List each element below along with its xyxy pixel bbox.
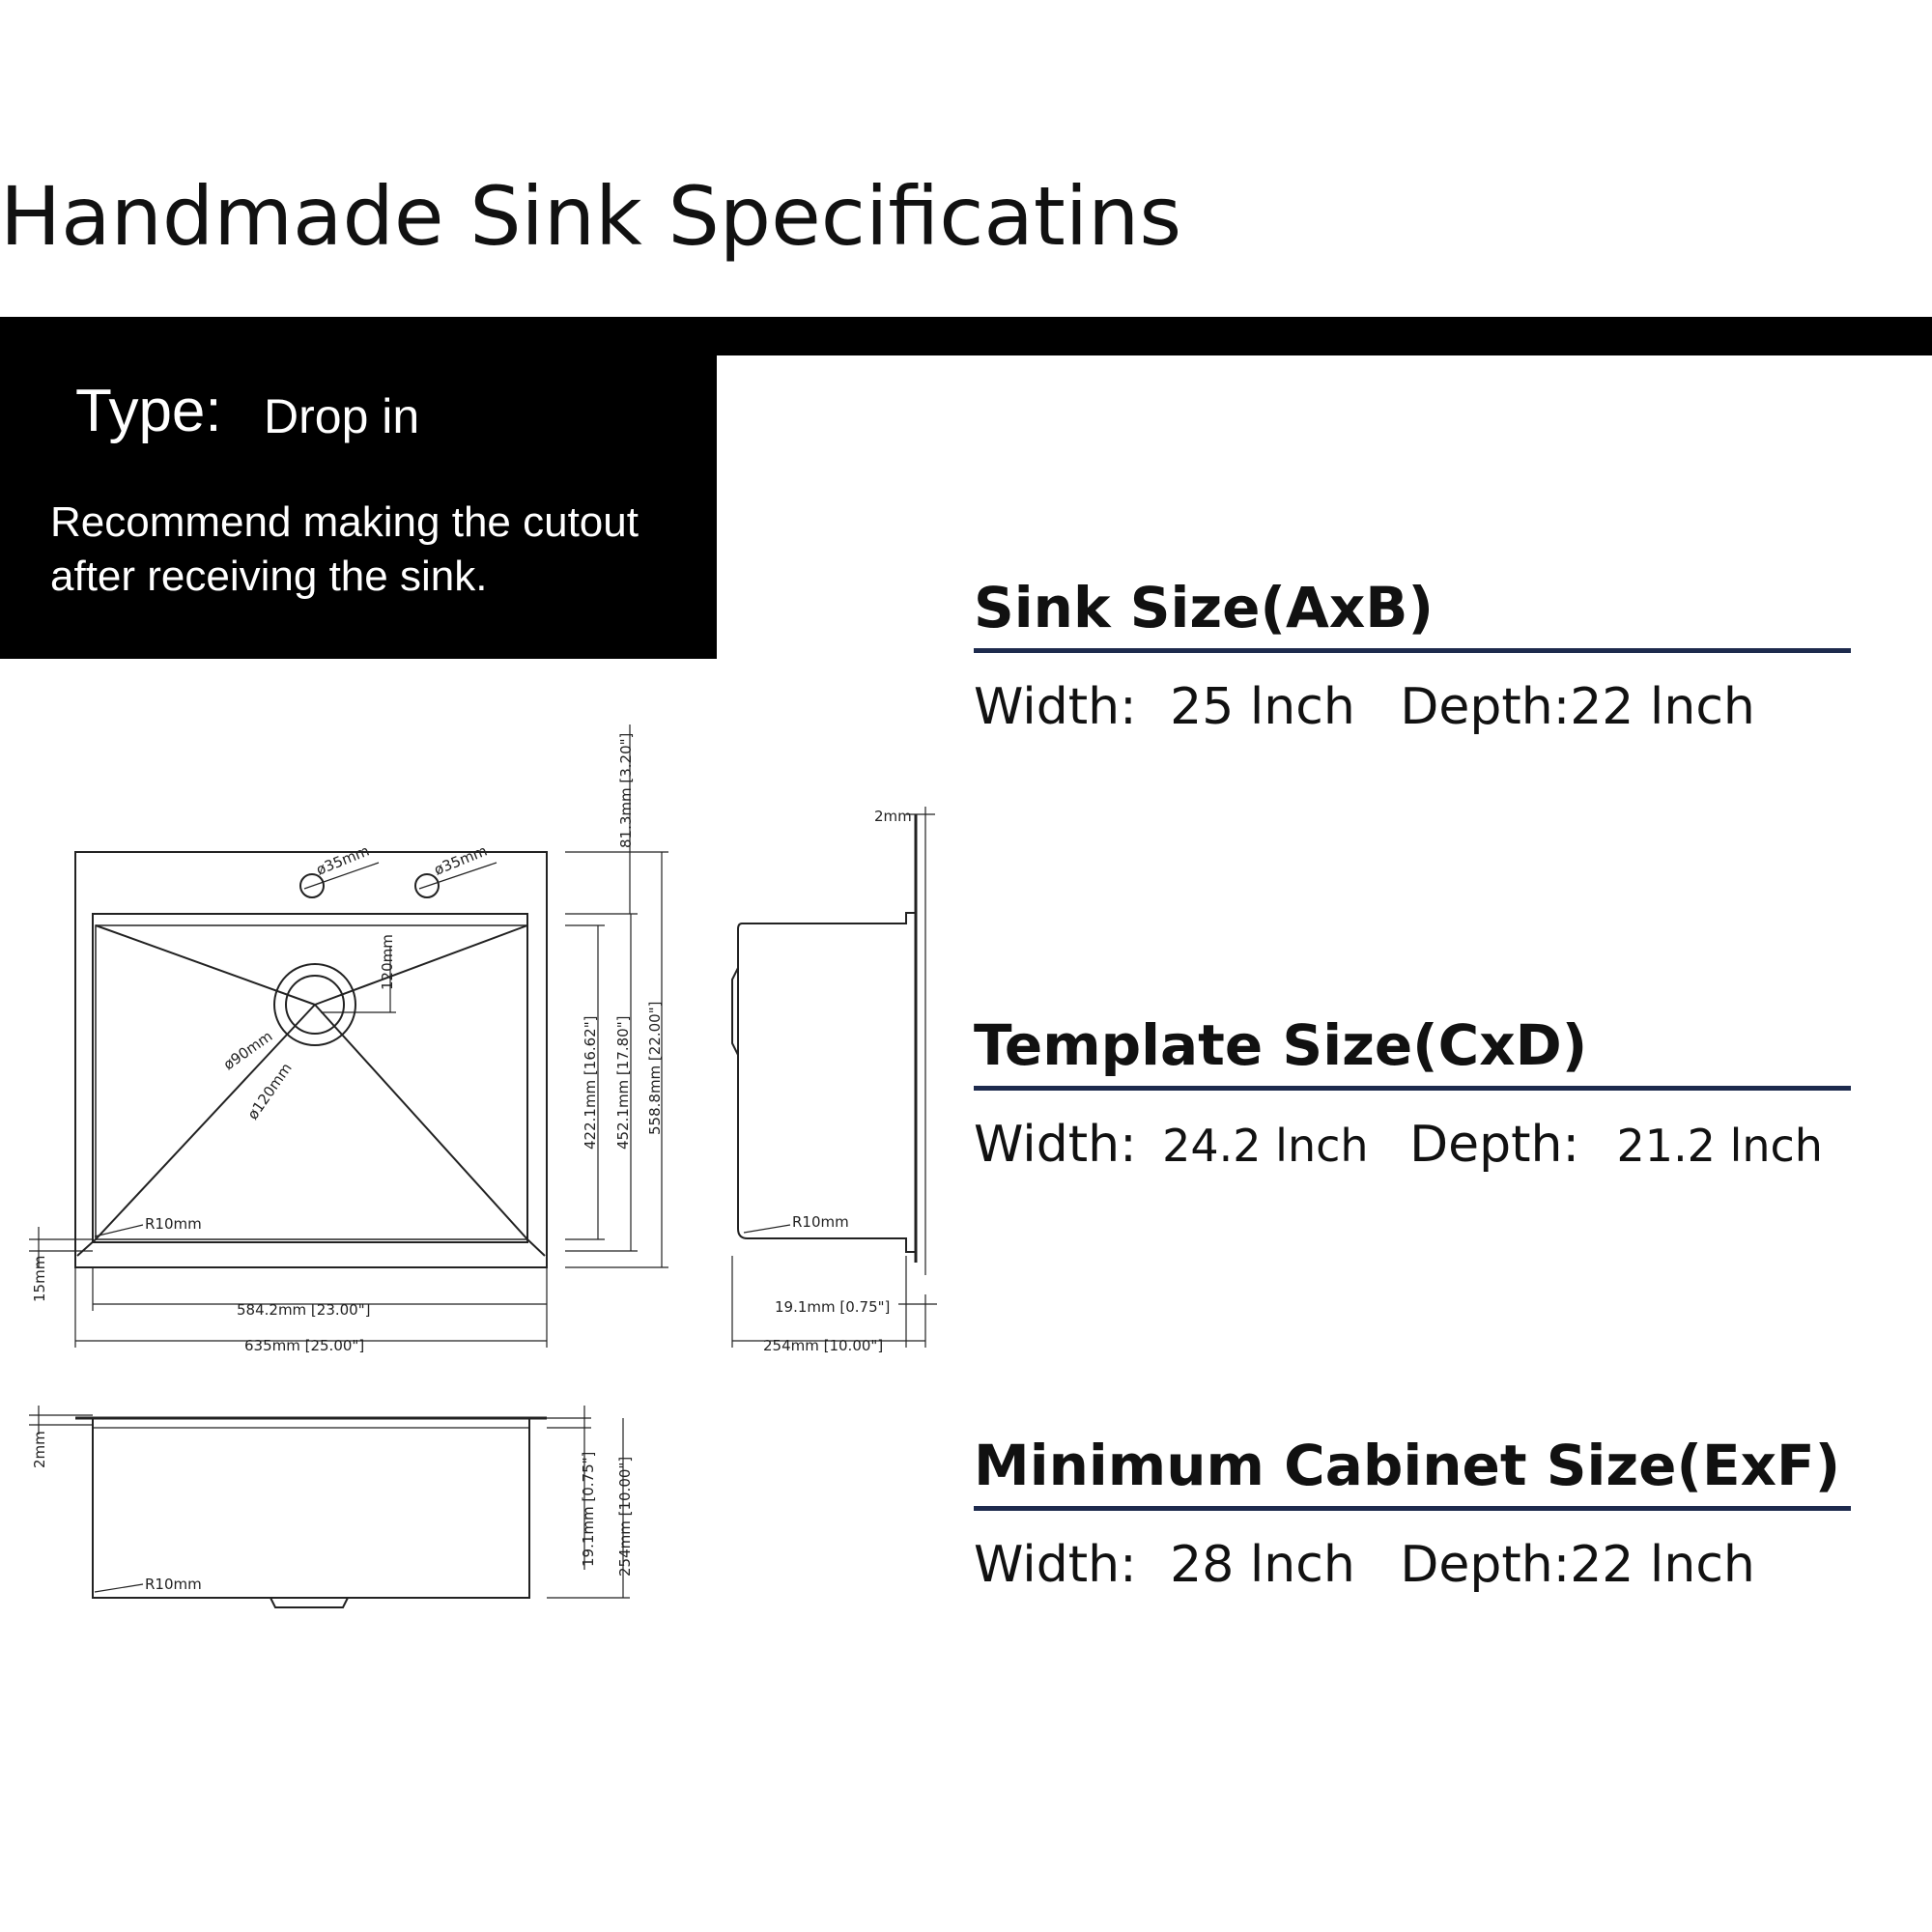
front-radius-label: R10mm xyxy=(145,1576,202,1593)
template-size-heading: Template Size(CxD) xyxy=(974,1012,1588,1078)
top-radius-label: R10mm xyxy=(145,1215,202,1233)
top-view xyxy=(29,724,668,1348)
corner-line-br xyxy=(527,1239,545,1256)
side-view xyxy=(732,807,937,1348)
cutout-note: Recommend making the cutout after receiving the sink. xyxy=(50,498,639,600)
type-label: Type: xyxy=(75,378,222,444)
hole1-label: ø35mm xyxy=(313,841,372,879)
front-view-bowl xyxy=(93,1418,529,1598)
cabinet-width-label: Width: xyxy=(974,1536,1137,1594)
type-value: Drop in xyxy=(264,389,420,443)
sink-width-value: 25 lnch xyxy=(1170,678,1355,736)
dim-inner-h-label: 422.1mm [16.62"] xyxy=(582,1015,599,1150)
cabinet-size-heading: Minimum Cabinet Size(ExF) xyxy=(974,1433,1841,1498)
template-width-value: 24.2 lnch xyxy=(1162,1120,1369,1172)
dim-flange-label: 15mm xyxy=(31,1255,48,1302)
sink-width-label: Width: xyxy=(974,678,1137,736)
slope-line-bl xyxy=(96,1005,315,1239)
sink-size-heading: Sink Size(AxB) xyxy=(974,575,1434,640)
cabinet-depth-label: Depth: xyxy=(1400,1536,1571,1594)
top-view-bowl-inner xyxy=(96,925,527,1239)
sink-depth-label: Depth: xyxy=(1400,678,1571,736)
front-lip-label: 2mm xyxy=(31,1431,48,1468)
template-depth-value: 21.2 lnch xyxy=(1616,1120,1823,1172)
dim-total-h-label: 558.8mm [22.00"] xyxy=(646,1001,664,1135)
drain-outer-label: ø120mm xyxy=(243,1060,296,1123)
drain-offset-label: 120mm xyxy=(379,934,396,990)
front-depth-small-label: 19.1mm [0.75"] xyxy=(580,1451,597,1567)
slope-line-tl xyxy=(96,925,315,1005)
front-view xyxy=(29,1406,630,1607)
dim-total-w-label: 635mm [25.00"] xyxy=(244,1337,365,1354)
front-depth-label: 254mm [10.00"] xyxy=(616,1456,634,1577)
side-view-bowl xyxy=(738,913,916,1252)
page-title: Handmade Sink Specificatins xyxy=(0,169,1182,264)
side-lip-label: 2mm xyxy=(874,808,912,825)
top-view-bowl-outer xyxy=(93,914,527,1242)
slope-line-br xyxy=(315,1005,527,1239)
dim-outer-h-label: 452.1mm [17.80"] xyxy=(614,1015,632,1150)
slope-line-tr xyxy=(315,925,527,1005)
hole2-label: ø35mm xyxy=(431,841,490,879)
dim-inner-w-label: 584.2mm [23.00"] xyxy=(237,1301,371,1319)
dim-top-label: 81.3mm [3.20"] xyxy=(617,732,635,848)
side-depth-small-label: 19.1mm [0.75"] xyxy=(775,1298,891,1316)
template-width-label: Width: xyxy=(974,1116,1137,1174)
sink-depth-value: 22 lnch xyxy=(1570,678,1755,736)
drain-inner-label: ø90mm xyxy=(219,1027,276,1074)
cabinet-depth-value: 22 lnch xyxy=(1570,1536,1755,1594)
corner-line-bl xyxy=(77,1239,96,1256)
cabinet-width-value: 28 lnch xyxy=(1170,1536,1355,1594)
side-depth-label: 254mm [10.00"] xyxy=(763,1337,884,1354)
front-view-drain xyxy=(270,1598,348,1607)
template-depth-label: Depth: xyxy=(1409,1116,1579,1174)
side-radius-label: R10mm xyxy=(792,1213,849,1231)
